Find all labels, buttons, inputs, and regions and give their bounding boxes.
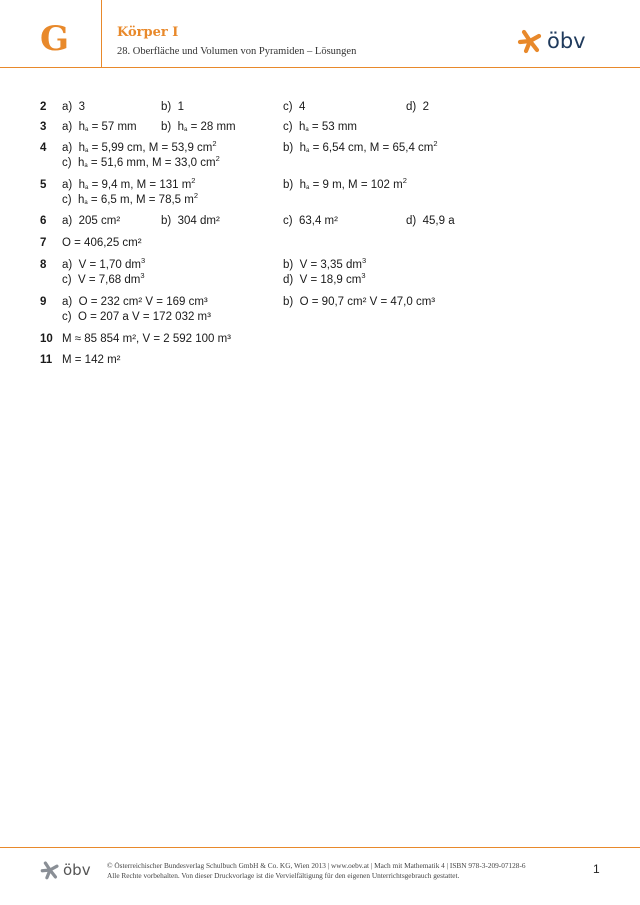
answer-text: a (84, 200, 88, 206)
answer-text: 3 (140, 256, 146, 265)
answer-text: 2 (422, 101, 430, 113)
answer-label: c) (62, 194, 72, 206)
answer-cell (62, 178, 195, 193)
answer-text: a (306, 185, 310, 191)
answer-text: h (78, 179, 86, 191)
answer-label: c) (283, 101, 293, 113)
footer-logo-text: öbv (63, 860, 91, 879)
copyright-line-1: © Österreichischer Bundesverlag Schulbuch GmbH & Co. KG, Wien 2013 | www.oebv.at | Mach mit Mathematik 4 | ISBN 978-3-209-07128-6 (107, 861, 526, 870)
answer-cell (62, 258, 145, 273)
answer-label: c) (283, 215, 293, 227)
answer-text: V = 3,35 dm (299, 259, 362, 271)
chapter-title: Körper I (117, 25, 179, 40)
answer-cell (283, 178, 407, 193)
logo-text: öbv (547, 28, 586, 53)
problem-number: 4 (40, 142, 47, 154)
answer-cell (283, 214, 338, 229)
answer-text: a (184, 127, 188, 133)
problem-number: 3 (40, 121, 47, 133)
answer-text: 2 (191, 176, 196, 185)
answer-text: h (78, 121, 86, 133)
problem-number: 11 (40, 354, 53, 366)
answer-text: 3 (78, 101, 86, 113)
answer-cell (283, 258, 366, 273)
answer-label: c) (62, 274, 72, 286)
answer-cell (283, 141, 438, 156)
answer-text: 304 dm² (177, 215, 220, 227)
problem-number: 5 (40, 179, 47, 191)
answer-text: = 51,6 mm, M = 33,0 cm (87, 157, 216, 169)
problem-number: 2 (40, 101, 47, 113)
answer-label: a) (62, 179, 73, 191)
answer-text: 205 cm² (78, 215, 121, 227)
answer-text: 2 (215, 154, 220, 163)
answer-text: 2 (402, 176, 407, 185)
copyright-line-2: Alle Rechte vorbehalten. Von dieser Druckvorlage ist die Vervielfältigung für den eigenen Unterrichtsgebrauch gestattet. (107, 871, 460, 880)
footer-divider (0, 847, 640, 848)
problem-number: 6 (40, 215, 47, 227)
answer-text: = 9,4 m, M = 131 m (88, 179, 192, 191)
answer-label: b) (161, 101, 172, 113)
answer-label: a) (62, 101, 73, 113)
answer-text: = 5,99 cm, M = 53,9 cm (88, 142, 213, 154)
header-divider-vertical (101, 0, 102, 67)
answer-cell (62, 295, 208, 310)
answer-text: 45,9 a (422, 215, 455, 227)
star-logo-icon (517, 28, 543, 54)
answer-cell (62, 310, 211, 325)
answer-label: d) (406, 215, 417, 227)
answer-text: O = 90,7 cm² V = 47,0 cm³ (299, 296, 436, 308)
answer-cell (283, 100, 305, 115)
answer-text: 2 (433, 139, 438, 148)
answer-text: M ≈ 85 854 m², V = 2 592 100 m³ (62, 333, 231, 345)
answer-label: a) (62, 259, 73, 271)
answer-cell (62, 156, 220, 171)
answer-cell (62, 141, 217, 156)
answer-cell (283, 295, 435, 310)
answer-label: d) (283, 274, 294, 286)
answer-text: = 6,5 m, M = 78,5 m (87, 194, 194, 206)
answer-cell (62, 273, 145, 288)
problem-number: 8 (40, 259, 47, 271)
answer-cell (161, 214, 220, 229)
answer-cell (62, 332, 231, 347)
answer-text: 2 (212, 139, 217, 148)
answer-text: 3 (361, 271, 366, 280)
answer-cell (62, 236, 142, 251)
problem-number: 9 (40, 296, 47, 308)
answer-label: a) (62, 121, 73, 133)
copyright-notice (107, 861, 526, 881)
answer-label: b) (283, 142, 294, 154)
chapter-letter: G (40, 19, 70, 59)
answer-text: a (85, 185, 89, 191)
answer-text: V = 18,9 cm (299, 274, 362, 286)
answer-text: a (85, 148, 89, 154)
problem-number: 10 (40, 333, 53, 345)
answer-text: a (84, 163, 88, 169)
publisher-logo (517, 28, 586, 54)
answer-text: 3 (361, 256, 367, 265)
answer-cell (283, 120, 357, 135)
answer-cell (62, 353, 120, 368)
star-logo-icon (40, 860, 60, 880)
answer-text: a (305, 127, 309, 133)
answer-text: h (298, 121, 306, 133)
answer-label: c) (283, 121, 293, 133)
answer-label: b) (161, 215, 172, 227)
answer-text: 3 (140, 271, 145, 280)
problem-number: 7 (40, 237, 47, 249)
answer-label: a) (62, 215, 73, 227)
answer-label: b) (283, 259, 294, 271)
chapter-subtitle: 28. Oberfläche und Volumen von Pyramiden – Lösungen (117, 46, 357, 57)
answer-text: h (177, 121, 185, 133)
answer-cell (406, 214, 455, 229)
answer-text: a (306, 148, 310, 154)
answer-label: b) (283, 296, 294, 308)
answer-cell (62, 120, 137, 135)
answer-text: 2 (193, 191, 199, 200)
answer-label: c) (62, 311, 72, 323)
answer-cell (161, 120, 236, 135)
answer-text: 1 (177, 101, 185, 113)
answer-text: O = 232 cm² V = 169 cm³ (78, 296, 208, 308)
answer-text: = 57 mm (88, 121, 137, 133)
answer-text: = 9 m, M = 102 m (309, 179, 403, 191)
answer-cell (406, 100, 429, 115)
answer-label: c) (62, 157, 72, 169)
answer-text: V = 7,68 dm (77, 274, 141, 286)
answer-text: V = 1,70 dm (78, 259, 141, 271)
answer-text: = 53 mm (308, 121, 357, 133)
answer-text: 4 (298, 101, 306, 113)
answer-text: h (299, 142, 307, 154)
answer-cell (62, 214, 120, 229)
answer-label: b) (161, 121, 172, 133)
answer-cell (62, 100, 85, 115)
answer-cell (161, 100, 184, 115)
answer-text: = 28 mm (187, 121, 236, 133)
answer-text: h (299, 179, 307, 191)
answer-text: a (85, 127, 89, 133)
answer-text: h (77, 194, 85, 206)
footer-logo (40, 860, 91, 880)
answer-label: a) (62, 296, 73, 308)
answer-text: O = 406,25 cm² (62, 237, 142, 249)
answer-text: O = 207 a V = 172 032 m³ (77, 311, 211, 323)
answer-text: h (78, 142, 86, 154)
answer-label: d) (406, 101, 417, 113)
answer-text: = 6,54 cm, M = 65,4 cm (309, 142, 434, 154)
answer-cell (62, 193, 198, 208)
page-number: 1 (593, 862, 600, 876)
header-divider-horizontal (0, 67, 640, 68)
answer-label: a) (62, 142, 73, 154)
answer-text: h (77, 157, 85, 169)
answer-cell (283, 273, 365, 288)
answer-label: b) (283, 179, 294, 191)
answer-text: 63,4 m² (298, 215, 338, 227)
answer-text: M = 142 m² (62, 354, 121, 366)
